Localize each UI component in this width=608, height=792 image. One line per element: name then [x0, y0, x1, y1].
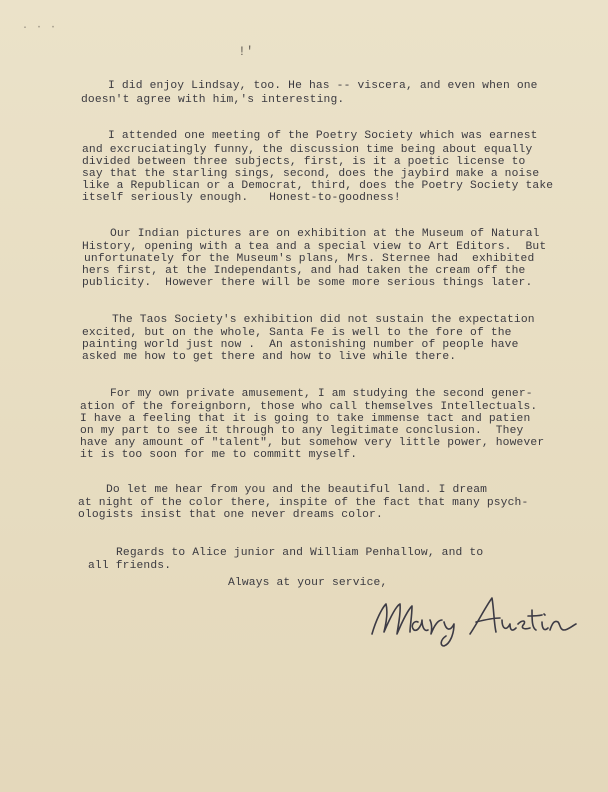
letter-line: Our Indian pictures are on exhibition at the Museum of Natural [110, 228, 540, 240]
letter-line: like a Republican or a Democrat, third, does the Poetry Society take [82, 180, 554, 192]
letter-line: all friends. [88, 560, 172, 572]
handwritten-signature [370, 590, 580, 648]
letter-line: I have a feeling that it is going to take immense tact and patien [80, 413, 531, 425]
letter-line: at night of the color there, inspite of the fact that many psych- [78, 497, 529, 509]
closing-line: Always at your service, [228, 577, 388, 589]
corner-mark: · ⋅ ⋅ [22, 23, 58, 34]
letter-line: ologists insist that one never dreams color. [78, 509, 383, 521]
letter-line: itself seriously enough. Honest-to-goodness! [82, 192, 401, 204]
letter-line: asked me how to get there and how to live while there. [82, 351, 457, 363]
signature-graphic [370, 590, 580, 648]
letter-line: History, opening with a tea and a special view to Art Editors. But [82, 241, 547, 253]
letter-line: hers first, at the Independants, and had taken the cream off the [82, 265, 526, 277]
letter-line: I attended one meeting of the Poetry Society which was earnest [108, 130, 538, 142]
letter-line: doesn't agree with him,'s interesting. [81, 94, 345, 106]
letter-line: ation of the foreignborn, those who call themselves Intellectuals. [80, 401, 538, 413]
letter-line: and excruciatingly funny, the discussion time being about equally [82, 144, 533, 156]
letter-line: Do let me hear from you and the beautiful land. I dream [106, 484, 488, 496]
letter-line: For my own private amusement, I am studying the second gener- [110, 388, 533, 400]
letter-line: have any amount of "talent", but somehow very little power, however [80, 437, 545, 449]
letter-line: on my part to see it through to any legitimate conclusion. They [80, 425, 524, 437]
letter-line: excited, but on the whole, Santa Fe is well to the fore of the [82, 327, 512, 339]
letter-line: painting world just now . An astonishing number of people have [82, 339, 519, 351]
letter-line: divided between three subjects, first, is it a poetic license to [82, 156, 526, 168]
letter-line: say that the starling sings, second, does the jaybird make a noise [82, 168, 540, 180]
letter-line: The Taos Society's exhibition did not sustain the expectation [112, 314, 535, 326]
top-mark: !' [238, 44, 254, 59]
letter-line: it is too soon for me to committ myself. [80, 449, 358, 461]
letter-line: unfortunately for the Museum's plans, Mrs. Sternee had exhibited [84, 253, 535, 265]
letter-line: publicity. However there will be some more serious things later. [82, 277, 533, 289]
letter-line: Regards to Alice junior and William Penhallow, and to [116, 547, 484, 559]
letter-line: I did enjoy Lindsay, too. He has -- viscera, and even when one [108, 80, 538, 92]
